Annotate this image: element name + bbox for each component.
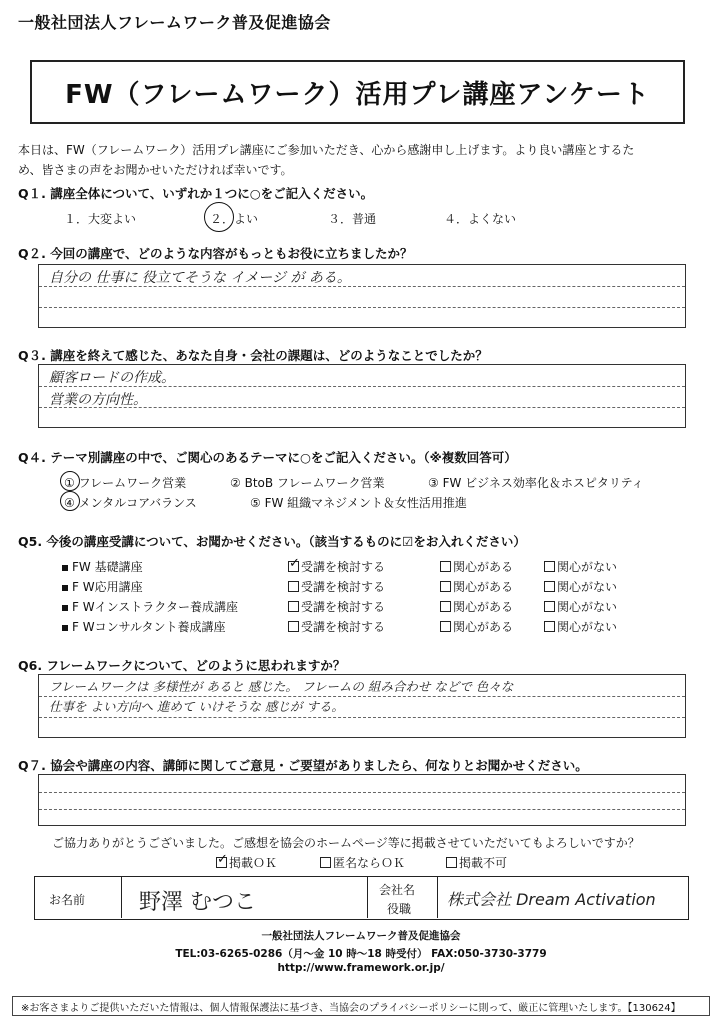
q2-answer-box[interactable]	[38, 264, 686, 328]
checkbox-checked: ✓	[289, 556, 300, 571]
consent-question: ご協力ありがとうございました。ご感想を協会のホームページ等に掲載させていただいてもよろしいですか？	[52, 836, 640, 850]
q1-option-4[interactable]: ４．よくない	[444, 212, 517, 226]
q4-option-2-text: BtoB フレームワーク営業	[244, 476, 385, 490]
q4-option-3-num: ③	[428, 476, 439, 490]
footer-contact: TEL:03-6265-0286（月～金 10 時～18 時受付） FAX:050-3730-3779	[175, 948, 547, 960]
q5-row-3-not-interested[interactable]: 関心がない	[544, 598, 617, 615]
q5-label: Q5. 今後の講座受講について、お聞かせください。（該当するものに☑をお入れください）	[18, 534, 526, 549]
q6-label: Q6. フレームワークについて、どのように思われますか？	[18, 658, 346, 673]
company-label: 会社名	[379, 883, 416, 897]
q3-answer-line-2: 営業の方向性。	[49, 392, 147, 408]
survey-title: FW（フレームワーク）活用プレ講座アンケート	[65, 79, 650, 110]
q2-answer-line-1: 自分の 仕事に 役立てそうな イメージ が ある。	[49, 270, 351, 286]
q5-row-4-course: F Wコンサルタント養成講座	[62, 618, 226, 635]
q4-option-1[interactable]	[64, 474, 186, 491]
q4-option-4[interactable]	[64, 494, 197, 511]
selection-circle	[204, 202, 234, 232]
selection-circle	[60, 471, 80, 491]
q1-option-2-label: ２．よい	[210, 212, 259, 226]
q5-row-4-interested[interactable]: 関心がある	[440, 618, 513, 635]
q5-row-2-interested[interactable]: 関心がある	[440, 578, 513, 595]
consent-option-decline[interactable]: 掲載不可	[446, 854, 507, 871]
q3-answer-line-1: 顧客ロードの作成。	[49, 370, 175, 386]
q4-option-1-text: フレームワーク営業	[78, 476, 187, 490]
q5-row-4-consider[interactable]: 受講を検討する	[288, 618, 385, 635]
organization-name: 一般社団法人フレームワーク普及促進協会	[18, 13, 331, 32]
q6-answer-line-1: フレームワークは 多様性が あると 感じた。 フレームの 組み合わせ などで 色々な	[49, 679, 514, 694]
q5-row-1-course: FW 基礎講座	[62, 558, 143, 575]
consent-option-anonymous[interactable]: 匿名ならＯＫ	[320, 854, 405, 871]
q4-option-2-num: ②	[230, 476, 241, 490]
name-value[interactable]: 野澤 むつこ	[139, 890, 256, 915]
q5-row-2-course: F W応用講座	[62, 578, 143, 595]
intro-text	[18, 140, 708, 180]
intro-line-1: 本日は、FW（フレームワーク）活用プレ講座にご参加いただき、心から感謝申し上げます。より良い講座とするた	[18, 143, 635, 157]
company-value[interactable]: 株式会社 Dream Activation	[447, 890, 656, 909]
q5-row-1-interested[interactable]: 関心がある	[440, 558, 513, 575]
name-label: お名前	[49, 893, 86, 907]
q5-row-4-not-interested[interactable]: 関心がない	[544, 618, 617, 635]
role-label: 役職	[387, 902, 412, 916]
privacy-notice	[12, 996, 710, 1016]
survey-title-box	[30, 60, 685, 124]
q5-row-3-course: F Wインストラクター養成講座	[62, 598, 238, 615]
privacy-notice-text: ※お客さまよりご提供いただいた情報は、個人情報保護法に基づき、当協会のプライバシーポリシーに則って、厳正に管理いたします。【130624】	[21, 1002, 681, 1014]
q4-label: Q４. テーマ別講座の中で、ご関心のあるテーマに○をご記入ください。（※複数回答可）	[18, 450, 517, 465]
q5-row-1-consider[interactable]: ✓ 受講を検討する	[289, 556, 386, 574]
q4-option-3-text: FW ビジネス効率化＆ホスピタリティ	[442, 476, 644, 490]
q5-row-2-consider[interactable]: 受講を検討する	[288, 578, 385, 595]
q4-option-4-num: ④	[64, 496, 75, 510]
footer-url[interactable]: http://www.framework.or.jp/	[277, 962, 445, 974]
q4-option-1-num: ①	[64, 476, 75, 490]
q4-option-5-text: FW 組織マネジメント＆女性活用推進	[264, 496, 467, 510]
q5-row-1-not-interested[interactable]: 関心がない	[544, 558, 617, 575]
q1-label: Q１. 講座全体について、いずれか１つに○をご記入ください。	[18, 186, 374, 201]
q5-row-2-not-interested[interactable]: 関心がない	[544, 578, 617, 595]
q3-label: Q３. 講座を終えて感じた、あなた自身・会社の課題は、どのようなことでしたか？	[18, 348, 488, 363]
q3-answer-box[interactable]	[38, 364, 686, 428]
q4-option-2[interactable]	[230, 474, 384, 491]
q1-option-2[interactable]	[210, 210, 258, 227]
q4-option-5[interactable]	[250, 494, 467, 511]
q4-option-3[interactable]	[428, 474, 644, 491]
q2-label: Q２. 今回の講座で、どのような内容がもっともお役に立ちましたか？	[18, 246, 413, 261]
selection-circle	[60, 491, 80, 511]
q5-row-3-consider[interactable]: 受講を検討する	[288, 598, 385, 615]
footer-org: 一般社団法人フレームワーク普及促進協会	[261, 930, 461, 942]
q1-option-1[interactable]: １．大変よい	[64, 212, 137, 226]
q6-answer-box[interactable]	[38, 674, 686, 738]
checkbox-checked: ✓	[217, 852, 228, 867]
signature-box	[34, 876, 689, 920]
q5-row-3-interested[interactable]: 関心がある	[440, 598, 513, 615]
q4-option-4-text: メンタルコアバランス	[78, 496, 197, 510]
q1-option-3[interactable]: ３．普通	[328, 212, 377, 226]
q7-label: Q７. 協会や講座の内容、講師に関してご意見・ご要望がありましたら、何なりとお聞かせください。	[18, 758, 588, 773]
intro-line-2: め、皆さまの声をお聞かせいただければ幸いです。	[18, 163, 293, 177]
consent-option-ok[interactable]: ✓ 掲載ＯＫ	[217, 852, 278, 870]
q6-answer-line-2: 仕事を よい方向へ 進めて いけそうな 感じが する。	[49, 699, 344, 714]
q4-option-5-num: ⑤	[250, 496, 261, 510]
q7-answer-box[interactable]	[38, 774, 686, 826]
